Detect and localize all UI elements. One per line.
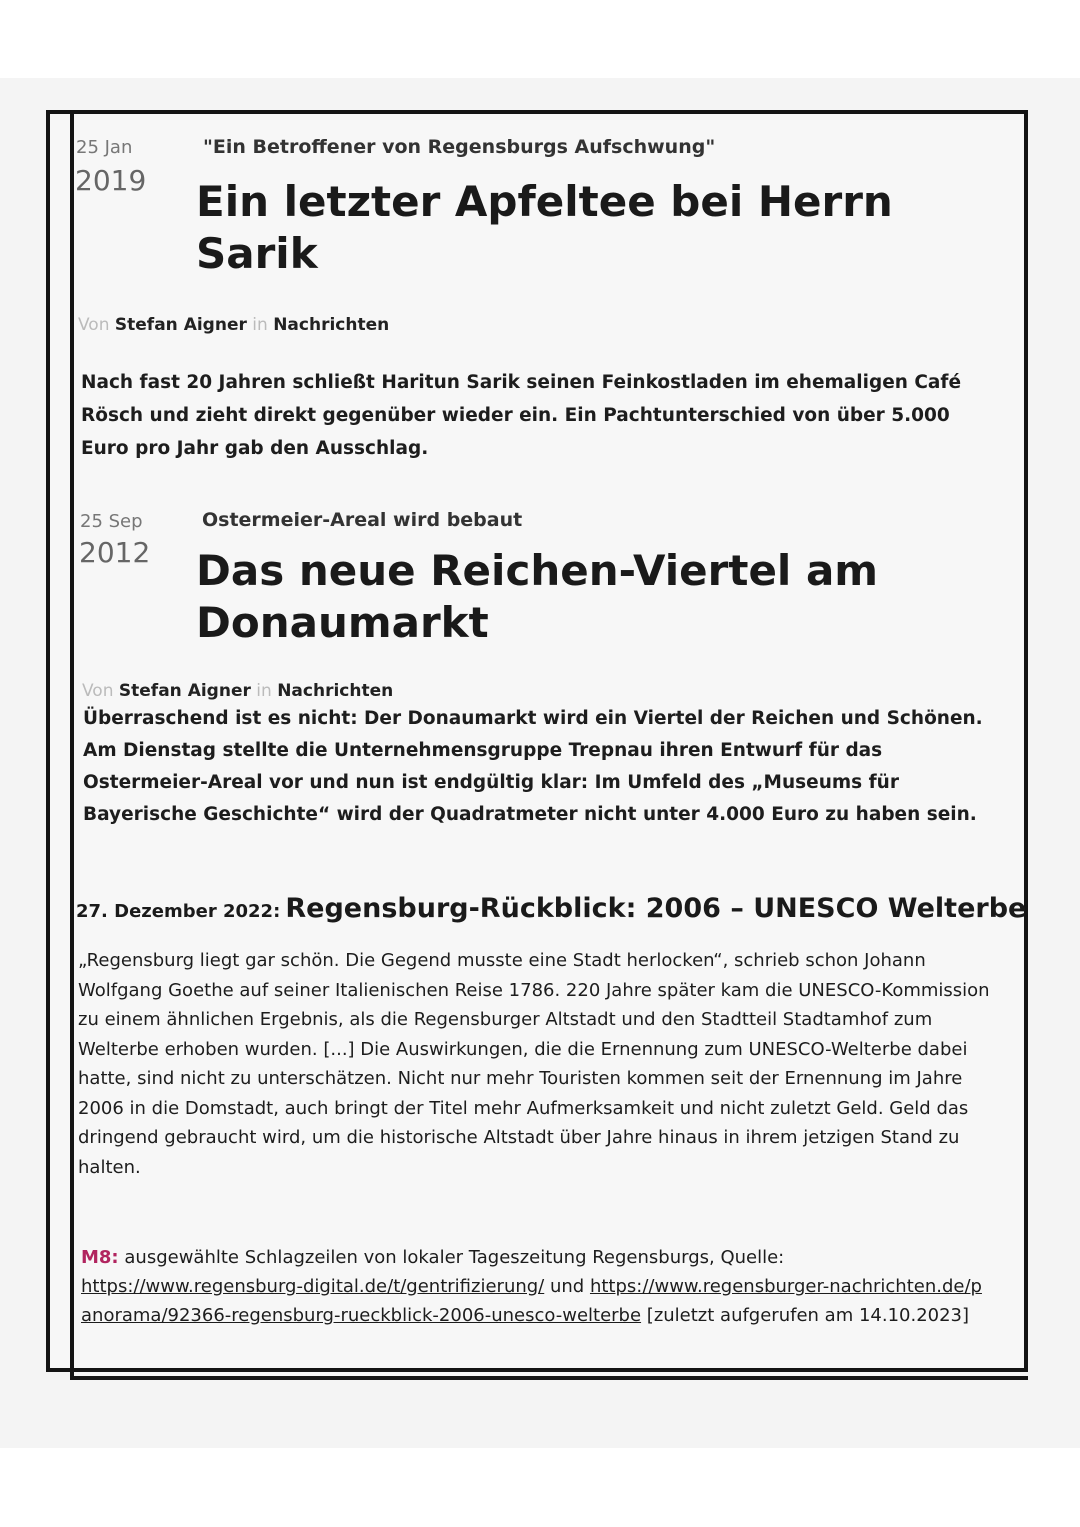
source-note xyxy=(81,1243,991,1330)
category-name: Nachrichten xyxy=(277,681,394,701)
source-tag: M8: xyxy=(81,1247,119,1268)
article1-headline: Ein letzter Apfeltee bei Herrn Sarik xyxy=(196,177,893,278)
article2-byline xyxy=(82,681,393,701)
category-name: Nachrichten xyxy=(273,315,390,335)
article2-date-day: 25 Sep xyxy=(80,511,143,532)
source-and: und xyxy=(549,1276,585,1297)
article1-date-year: 2019 xyxy=(75,164,147,197)
article2-date-year: 2012 xyxy=(79,536,151,569)
source-link-regensburger-nachrichten[interactable]: https://www.regensburger-nachrichten.de/panorama/92366-regensburg-rueckblick-2006-unesco-welterbe xyxy=(81,1276,982,1326)
source-text: ausgewählte Schlagzeilen von lokaler Tageszeitung Regensburgs, Quelle: xyxy=(124,1247,785,1268)
article1-byline xyxy=(78,315,389,335)
source-suffix: [zuletzt aufgerufen am 14.10.2023] xyxy=(646,1305,970,1326)
article2-headline: Das neue Reichen-Viertel am Donaumarkt xyxy=(196,546,879,647)
article3-body: „Regensburg liegt gar schön. Die Gegend musste eine Stadt herlocken“, schrieb schon Johann Wolfgang Goethe auf seiner Italienischen Reise 1786. 220 Jahre später kam die UNESCO-Kommission zu einem ähnlichen Ergebnis, als die Regensburger Altstadt und den Stadtteil Stadtamhof zum Welterbe erhoben wurden. [...] Die Auswirkungen, die die Ernennung zum UNESCO-Welterbe dabei hatte, sind nicht zu unterschätzen. Nicht nur mehr Touristen kommen seit der Ernennung im Jahre 2006 in die Domstadt, auch bringt der Titel mehr Aufmerksamkeit und nicht zuletzt Geld. Geld das dringend gebraucht wird, um die historische Altstadt über Jahre hinaus in ihrem jetzigen Stand zu halten. xyxy=(78,950,990,1178)
author-name: Stefan Aigner xyxy=(118,681,251,701)
article2-lead: Überraschend ist es nicht: Der Donaumarkt wird ein Viertel der Reichen und Schönen. Am Dienstag stellte die Unternehmensgruppe Trepnau ihren Entwurf für das Ostermeier-Areal vor und nun ist endgültig klar: Im Umfeld des „Museums für Bayerische Geschichte“ wird der Quadratmeter nicht unter 4.000 Euro zu haben sein. xyxy=(83,708,983,825)
article1-kicker: "Ein Betroffener von Regensburgs Aufschwung" xyxy=(203,136,716,158)
byline-in: in xyxy=(252,315,268,335)
article2-kicker: Ostermeier-Areal wird bebaut xyxy=(202,509,523,531)
author-name: Stefan Aigner xyxy=(114,315,247,335)
article3-date: 27. Dezember 2022: xyxy=(76,901,281,922)
article1-date-day: 25 Jan xyxy=(76,137,133,158)
byline-prefix: Von xyxy=(78,315,110,335)
article3-heading xyxy=(76,893,1026,924)
source-link-regensburg-digital[interactable]: https://www.regensburg-digital.de/t/gentrifizierung/ xyxy=(81,1276,545,1297)
byline-prefix: Von xyxy=(82,681,114,701)
article3-title: Regensburg-Rückblick: 2006 – UNESCO Welterbe xyxy=(285,893,1027,924)
article1-lead: Nach fast 20 Jahren schließt Haritun Sarik seinen Feinkostladen im ehemaligen Café Rösch und zieht direkt gegenüber wieder ein. Ein Pachtunterschied von über 5.000 Euro pro Jahr gab den Ausschlag. xyxy=(81,372,962,459)
byline-in: in xyxy=(256,681,272,701)
